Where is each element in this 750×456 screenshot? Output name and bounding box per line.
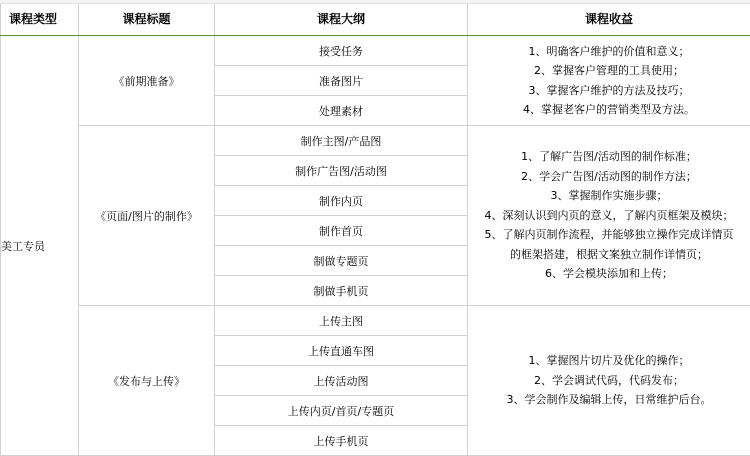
sheet-top-edge [0, 0, 750, 4]
benefit-cell[interactable] [468, 126, 750, 306]
header-course-outline[interactable]: 课程大纲 [215, 1, 468, 36]
outline-cell[interactable]: 制作主图/产品图 [215, 126, 468, 156]
section-title-cell[interactable]: 《发布与上传》 [79, 306, 215, 456]
outline-cell[interactable]: 处理素材 [215, 96, 468, 126]
outline-cell[interactable]: 上传主图 [215, 306, 468, 336]
benefit-line: 1、掌握图片切片及优化的操作； [468, 351, 750, 371]
course-type-cell[interactable]: 美工专员 [1, 36, 79, 456]
outline-cell[interactable]: 制作首页 [215, 216, 468, 246]
outline-cell[interactable]: 制做手机页 [215, 276, 468, 306]
benefit-line: 的框架搭建，根据文案独立制作详情页； [468, 245, 750, 265]
header-row [1, 1, 750, 36]
benefit-line: 3、掌握制作实施步骤； [468, 186, 750, 206]
benefit-cell[interactable] [468, 306, 750, 456]
outline-cell[interactable]: 制做专题页 [215, 246, 468, 276]
outline-cell[interactable]: 接受任务 [215, 36, 468, 66]
outline-cell[interactable]: 上传直通车图 [215, 336, 468, 366]
benefit-line: 3、学会制作及编辑上传，日常维护后台。 [468, 390, 750, 410]
benefit-line: 3、掌握客户维护的方法及技巧； [468, 81, 750, 101]
outline-cell[interactable]: 制作内页 [215, 186, 468, 216]
outline-cell[interactable]: 准备图片 [215, 66, 468, 96]
benefit-line: 2、掌握客户管理的工具使用； [468, 61, 750, 81]
benefit-line: 4、掌握老客户的营销类型及方法。 [468, 100, 750, 120]
benefit-line: 2、学会调试代码，代码发布； [468, 371, 750, 391]
benefit-line: 4、深刻认识到内页的意义，了解内页框架及模块； [468, 206, 750, 226]
outline-cell[interactable]: 上传手机页 [215, 426, 468, 456]
benefit-line: 5、了解内页制作流程，并能够独立操作完成详情页 [468, 225, 750, 245]
benefit-cell[interactable] [468, 36, 750, 126]
table-row [1, 126, 750, 156]
benefit-line: 2、学会广告图/活动图的制作方法； [468, 167, 750, 187]
header-course-benefits[interactable]: 课程收益 [468, 1, 750, 36]
table-row [1, 36, 750, 66]
header-course-type[interactable]: 课程类型 [1, 1, 79, 36]
outline-cell[interactable]: 上传活动图 [215, 366, 468, 396]
section-title-cell[interactable]: 《页面/图片的制作》 [79, 126, 215, 306]
outline-cell[interactable]: 上传内页/首页/专题页 [215, 396, 468, 426]
table-row [1, 306, 750, 336]
benefit-line: 6、学会模块添加和上传； [468, 264, 750, 284]
benefit-line: 1、了解广告图/活动图的制作标准； [468, 147, 750, 167]
section-title-cell[interactable]: 《前期准备》 [79, 36, 215, 126]
benefit-line: 1、明确客户维护的价值和意义； [468, 42, 750, 62]
outline-cell[interactable]: 制作广告图/活动图 [215, 156, 468, 186]
header-course-title[interactable]: 课程标题 [79, 1, 215, 36]
